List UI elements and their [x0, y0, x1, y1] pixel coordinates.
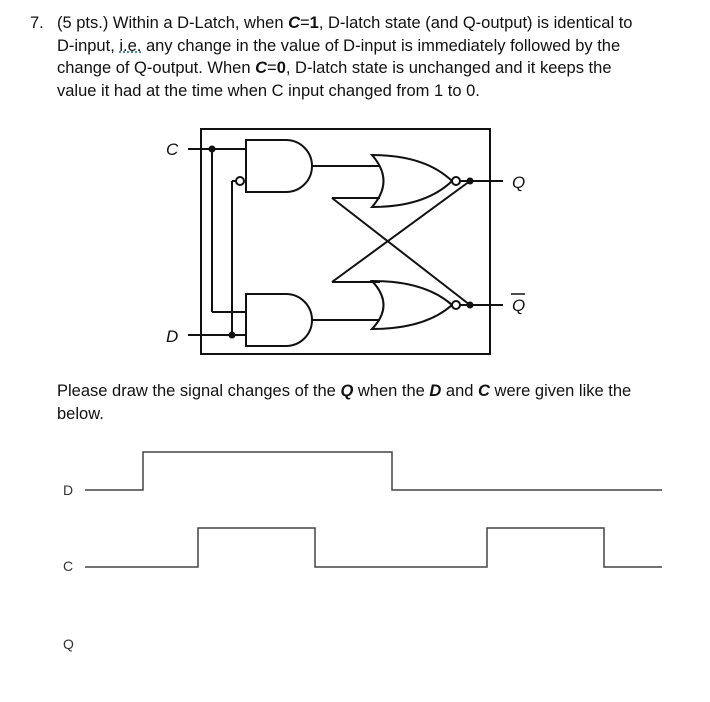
text-segment: D-input, [57, 36, 120, 55]
timing-label-q: Q [63, 636, 74, 652]
junction-dot [467, 178, 474, 185]
ie-abbrev: i.e. [119, 36, 142, 55]
text-segment: = [267, 59, 277, 77]
question-line-4: value it had at the time when C input changed from 1 to 0. [57, 81, 480, 100]
feedback-qbar-to-upper [332, 198, 470, 305]
lower-nor-bubble [452, 301, 460, 309]
text-segment: (5 pts.) Within a D-Latch, when [57, 14, 289, 32]
instruction-line-2: below. [57, 404, 104, 423]
value-0: 0 [276, 59, 286, 77]
label-q: Q [512, 173, 526, 192]
text-segment: any change in the value of D-input is immediately followed by the [141, 36, 621, 55]
text-segment: = [300, 14, 310, 32]
question-line-3 [30, 57, 670, 80]
junction-dot [209, 146, 216, 153]
var-c: C [288, 14, 301, 32]
lower-nor-gate [372, 281, 452, 329]
text-segment: were given like the [489, 382, 632, 400]
upper-nor-gate [372, 155, 452, 207]
feedback-q-to-lower [332, 181, 470, 282]
timing-label-c: C [63, 558, 74, 574]
value-1: 1 [309, 14, 319, 32]
timing-label-d: D [63, 482, 74, 498]
upper-nor-bubble [452, 177, 460, 185]
text-segment: and [441, 382, 479, 400]
question-text [30, 12, 670, 102]
upper-and-gate [246, 140, 312, 192]
text-segment: Please draw the signal changes of the [57, 382, 341, 400]
junction-dot [467, 302, 474, 309]
inverter-bubble [236, 177, 244, 185]
label-c: C [166, 140, 179, 159]
question-number: 7. [30, 14, 44, 32]
text-segment: when the [353, 382, 430, 400]
d-latch-diagram [150, 120, 526, 370]
junction-dot [229, 332, 236, 339]
var-q: Q [340, 382, 354, 400]
var-c: C [478, 382, 490, 400]
text-segment: change of Q-output. When [57, 59, 256, 77]
signal-d-waveform [85, 452, 662, 490]
var-d: D [429, 382, 442, 400]
label-qbar: Q [512, 296, 526, 315]
text-segment: , D-latch state is unchanged and it keeps the [285, 59, 612, 77]
timing-diagram [0, 440, 710, 702]
signal-c-waveform [85, 528, 662, 567]
question-line-2 [30, 35, 670, 58]
text-segment: , D-latch state (and Q-output) is identical to [318, 14, 633, 32]
question-line-1 [30, 12, 670, 35]
instruction-line-1 [57, 380, 667, 403]
instruction-text [57, 380, 667, 425]
var-c: C [255, 59, 268, 77]
lower-and-gate [246, 294, 312, 346]
label-d: D [166, 327, 179, 346]
